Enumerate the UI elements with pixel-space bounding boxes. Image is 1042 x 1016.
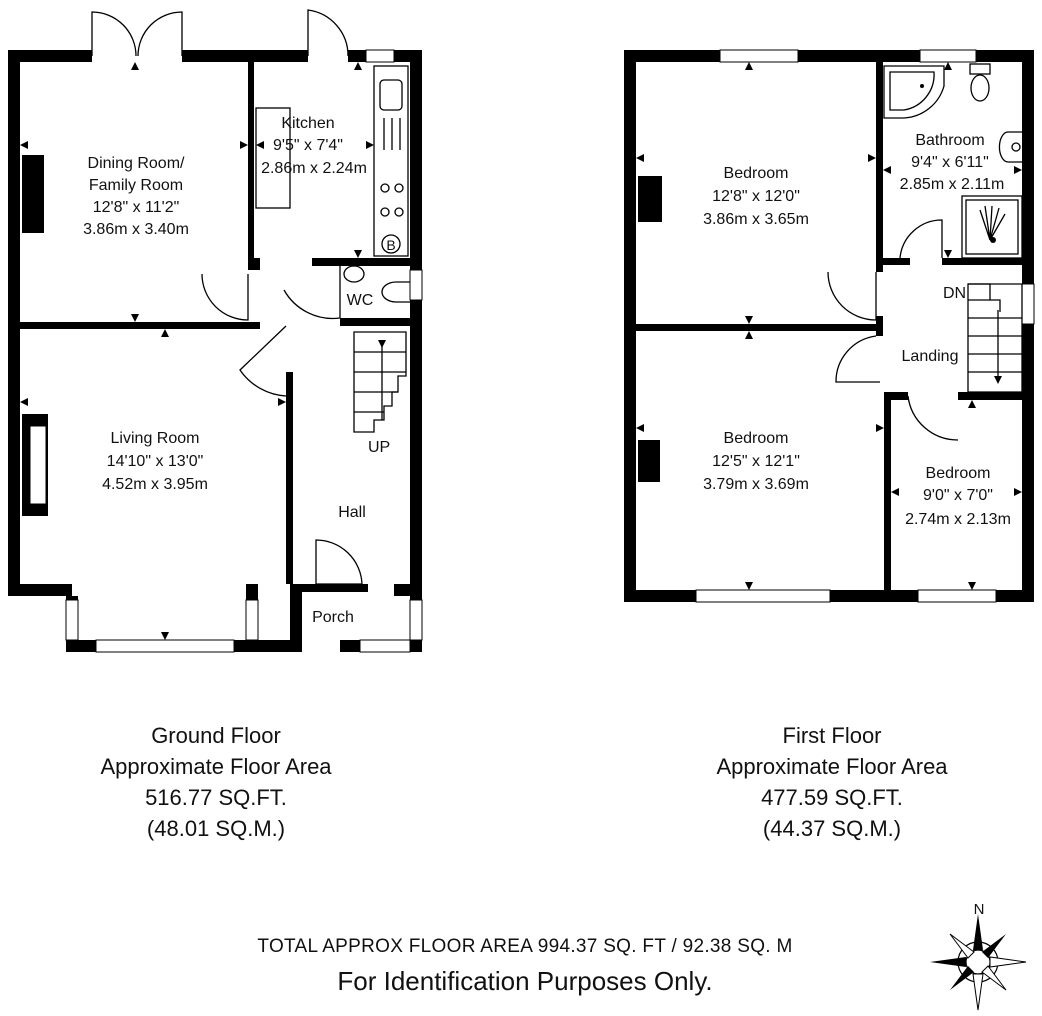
gf-staircase — [354, 332, 406, 432]
dining-room-metric: 3.86m x 3.40m — [83, 221, 189, 238]
wc-name: WC — [346, 292, 374, 309]
gf-kitchen-window — [366, 50, 394, 62]
bedroom-3-imperial: 9'0" x 7'0" — [923, 487, 993, 504]
gf-bay-window-mid — [246, 600, 258, 640]
ff-east-wall-1 — [1022, 50, 1034, 284]
living-room-metric: 4.52m x 3.95m — [102, 476, 208, 493]
gf-kitchen-back-door — [308, 10, 348, 56]
basin-icon — [999, 132, 1022, 162]
gf-north-wall-1 — [8, 50, 92, 62]
bedroom-1-imperial: 12'8" x 12'0" — [712, 188, 800, 205]
ff-bed3-window — [918, 590, 996, 602]
ff-bath-door — [900, 220, 942, 258]
bath-tub-icon — [884, 66, 944, 118]
gf-french-door-left — [92, 12, 136, 56]
ff-east-wall-2 — [1022, 324, 1034, 602]
ff-north-wall-1 — [624, 50, 720, 62]
ff-staircase — [968, 284, 1022, 392]
ff-landing-window — [1022, 284, 1034, 324]
ff-bed1-bath-wall — [876, 62, 883, 272]
dining-room-name-2: Family Room — [88, 177, 184, 194]
gf-bay-south-1 — [66, 640, 96, 652]
shower-icon — [962, 196, 1022, 258]
ff-south-wall-2 — [830, 590, 918, 602]
bedroom-1-name: Bedroom — [723, 165, 789, 182]
first-floor-area-label: Approximate Floor Area — [716, 754, 948, 779]
gf-front-door — [316, 540, 362, 584]
kitchen-metric: 2.86m x 2.24m — [261, 160, 367, 177]
bedroom-3-metric: 2.74m x 2.13m — [905, 511, 1011, 528]
living-room-imperial: 14'10" x 13'0" — [106, 453, 204, 470]
gf-porch-north-2 — [394, 584, 422, 596]
boiler-label: B — [386, 237, 396, 253]
gf-living-door — [240, 326, 286, 396]
bedroom-2-imperial: 12'5" x 12'1" — [712, 453, 800, 470]
bedroom-2-name: Bedroom — [723, 430, 789, 447]
ff-bed2-door — [836, 336, 880, 382]
gf-porch-west — [290, 584, 302, 652]
gf-wc-south-wall — [340, 318, 422, 326]
gf-dining-kitchen-wall — [248, 62, 254, 270]
bedroom-1-metric: 3.86m x 3.65m — [703, 211, 809, 228]
ff-west-wall — [624, 50, 636, 602]
ff-bed2-window — [696, 590, 830, 602]
gf-north-wall-2 — [182, 50, 308, 62]
gf-french-door-right — [138, 12, 182, 56]
ff-bath-south-wall-1 — [876, 258, 910, 265]
gf-fireplace-hearth — [30, 426, 46, 504]
gf-kitchen-south-wall — [312, 258, 422, 266]
compass-north-label: N — [973, 901, 985, 918]
dining-room-imperial: 12'8" x 11'2" — [92, 199, 180, 216]
first-floor-area-sqft: 477.59 SQ.FT. — [761, 785, 903, 810]
dining-room-name-1: Dining Room/ — [87, 155, 185, 172]
gf-hall-west-wall — [286, 372, 293, 584]
kitchen-name: Kitchen — [281, 115, 335, 132]
gf-porch-window — [360, 640, 410, 652]
ground-floor-area-label: Approximate Floor Area — [100, 754, 332, 779]
wc-toilet-icon — [382, 282, 410, 302]
landing-name: Landing — [901, 348, 959, 365]
gf-wc-window — [410, 270, 422, 300]
gf-corner — [248, 258, 260, 270]
ground-floor-title: Ground Floor — [151, 723, 281, 748]
first-floor-title: First Floor — [782, 723, 882, 748]
identification-disclaimer: For Identification Purposes Only. — [337, 966, 713, 996]
first-floor-caption — [672, 720, 992, 844]
ff-bath-south-wall-2 — [942, 258, 1034, 265]
first-floor-plan — [624, 50, 1034, 602]
ff-bed1-window — [720, 50, 798, 62]
gf-porch-south-1 — [340, 640, 360, 652]
gf-east-wall-2 — [410, 300, 422, 598]
gf-dining-door — [202, 274, 248, 320]
gf-stairs-label: UP — [368, 439, 391, 456]
gf-south-wall-1 — [8, 584, 72, 596]
total-floor-area: TOTAL APPROX FLOOR AREA 994.37 SQ. FT / 92.38 SQ. M — [257, 936, 793, 957]
ff-south-wall-3 — [996, 590, 1034, 602]
gf-bay-window-west — [66, 600, 78, 640]
ff-bed3-north-wall-2 — [958, 392, 1034, 400]
sink-icon — [380, 80, 402, 110]
bathroom-name: Bathroom — [915, 132, 985, 149]
ff-bed1-bed2-wall — [636, 324, 882, 331]
ground-floor-area-sqft: 516.77 SQ.FT. — [145, 785, 287, 810]
wc-basin-icon — [344, 266, 364, 282]
ff-south-wall-1 — [624, 590, 696, 602]
gf-wc-door — [284, 262, 340, 318]
bathroom-metric: 2.85m x 2.11m — [899, 176, 1005, 193]
kitchen-imperial: 9'5" x 7'4" — [273, 137, 343, 154]
hob-icon — [381, 184, 403, 216]
gf-kitchen-counter-right — [374, 66, 408, 256]
ff-north-wall-2 — [798, 50, 920, 62]
gf-living-window — [96, 640, 234, 652]
ff-bed1-chimney — [638, 176, 662, 222]
toilet-icon — [970, 64, 990, 101]
gf-dining-living-wall — [20, 322, 260, 329]
living-room-name: Living Room — [110, 430, 200, 447]
bathroom-imperial: 9'4" x 6'11" — [911, 154, 989, 171]
gf-bay-window-east — [410, 600, 422, 640]
bedroom-3-name: Bedroom — [925, 465, 991, 482]
gf-east-wall-1 — [410, 50, 422, 270]
first-floor-area-sqm: (44.37 SQ.M.) — [762, 816, 902, 841]
gf-west-wall — [8, 50, 20, 596]
ff-bath-window — [920, 50, 976, 62]
ff-wall-stub — [876, 316, 883, 336]
hall-name: Hall — [338, 504, 366, 521]
ground-floor-area-sqm: (48.01 SQ.M.) — [146, 816, 286, 841]
ff-stairs-label: DN — [943, 285, 967, 302]
ff-bed3-north-wall-1 — [884, 392, 908, 400]
gf-north-wall-3 — [348, 50, 366, 62]
compass-rose-icon — [930, 914, 1026, 1010]
ff-bed3-door — [908, 396, 958, 440]
ground-floor-plan — [8, 10, 422, 652]
porch-name: Porch — [312, 609, 354, 626]
gf-dining-chimney — [22, 155, 44, 233]
ff-bed1-door — [828, 272, 876, 320]
ground-floor-caption — [56, 720, 376, 844]
ff-bed2-chimney — [638, 440, 660, 482]
ff-bed2-bed3-wall — [884, 392, 891, 590]
bedroom-2-metric: 3.79m x 3.69m — [703, 476, 809, 493]
